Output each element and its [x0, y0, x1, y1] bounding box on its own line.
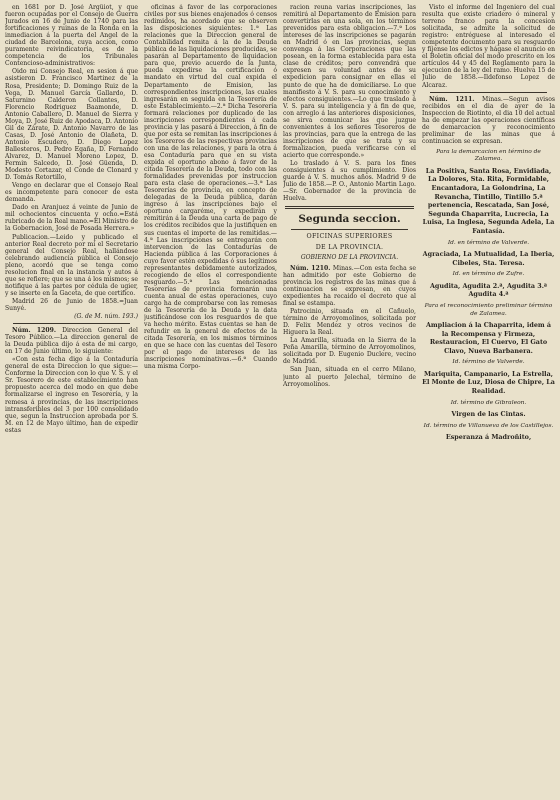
entry-number: Núm. 1210. [290, 264, 331, 272]
term-heading: Id. término de Valverde. [452, 359, 525, 366]
mine-list: Ampliacion á la Chaparrita, idem á la Recompensa y Firmeza, Restauracion, El Cuervo, El Gato Clavo, Nueva Barbanera. [425, 321, 552, 355]
paragraph: La Amarilla, situada en la Sierra de la Peña Amarilla, término de Arroyomolinos, solicitada por D. Eugenio Duclere, vecino de Madrid. [283, 337, 416, 366]
column-2 [144, 4, 277, 796]
paragraph: Patrocinio, situada en el Cañuelo, término de Arroyomolinos, solicitada por D. Felix Mendez y otros vecinos de Higuera la Real. [283, 308, 416, 337]
paragraph: Lo traslado á V. S. para los fines consiguientes á su cumplimiento. Dios guarde á V. S. muchos años. Madrid 9 de Julio de 1858.—P. O., Antonio Martin Lago.—Sr. Gobernador de la provincia de Huelva. [283, 160, 416, 203]
paragraph: Madrid 26 de Junio de 1858.=Juan Sunyé. [5, 297, 138, 312]
paragraph: oficinas á favor de las corporaciones civiles por sus bienes enajenados ó censos redimidos, ha acordado que se observen las disposiciones siguientes: 1.ª Las relaciones que la Direccion general de Contabilidad remita á la de la Deuda pública de las liquidaciones producidas, se pasarán al Departamento de liquidacion para que, previo acuerdo de la Junta, pueda expedirse la certificacion ó mandato en virtud del cual expida el Departamento de Emision, las correspondientes inscripciones, las cuales ingresarán en seguida en la Tesorería de este Establecimiento.—2.ª Dicha Tesorería formará relaciones por duplicado de las inscripciones correspondientes á cada provincia y las pasará á Direccion, á fin de que por esta se remitan las inscripciones á los Tesoreros de las respectivas provincias con una de las relaciones, y para la otra á esa Contaduría para que en su vista expida el oportuno abono á favor de la citada Tesorería de la Deuda, todo con las formalidades prevenidas por instruccion para esta clase de operaciones.—3.ª Las Tesorerías de provincia, en concepto de delegadas de la Deuda pública, darán ingreso á las inscripciones bajo el oportuno cargaréme, y expedirán y remitirán á la Deuda una carta de pago de los créditos recibidos que la justifiquen en sus cuentas el importe de las remitidas.—4.ª Las inscripciones se entregarán con intervencion de las Contadurías de Hacienda pública á las Corporaciones á cuyo favor estén expedidas ó sus legítimos representantes debidamente autorizados, recogiendo de ellos el correspondiente resguardo.—5.ª Las mencionadas Tesorerías de provincia formarán una cuenta anual de estas operaciones, cuyo cargo ha de comprobarse con las remesas de la Tesorería de la Deuda y la data justificándose con los resguardos de que va hecho mérito. Estas cuentas se han de refundir en la general de efectos de la citada Tesorería, en los mismos términos en que se hace con las cuentas del Tesoro por el pago de intereses de las inscripciones nominativas.—6.ª Cuando una misma Corpo- [144, 4, 277, 371]
column-3 [283, 4, 416, 796]
term-heading: Id. término de Gibraleon. [450, 399, 527, 406]
office-subheading: DE LA PROVINCIA. [315, 244, 384, 252]
mine-list: Virgen de las Cintas. [451, 410, 526, 419]
entry-number: Núm. 1209. [12, 327, 56, 335]
term-heading: Para la demarcacion en término de Zalamea. [436, 148, 541, 163]
office-heading: OFICINAS SUPERIORES [306, 233, 393, 241]
mine-list: Mariquita, Campanario, La Estrella, El Monte de Luz, Diosa de Chipre, La Realidad. [422, 369, 555, 396]
government-heading: GOBIERNO DE LA PROVINCIA. [300, 254, 399, 262]
term-heading: Id. en término de Zufre. [452, 271, 525, 278]
paragraph: Oido mi Consejo Real, en sesion á que asistieron D. Francisco Martinez de la Rosa, Presidente; D. Domingo Ruiz de la Vega, D. Manuel García Gallardo, D. Saturnino Calderon Collantes, D. Florencio Rodriguez Baamonde, D. Antonio Caballero, D. Manuel de Sierra y Moya, D. José Ruiz de Apodaca, D. Antonio Gil de Zárate, D. Antonio Navarro de las Casas, D. José Antonio de Olañeta, D. Antonio Escudero, D. Diego Lopez Ballesteros, D. Pedro Egaña, D. Fernando Alvarez, D. Manuel Moreno Lopez, D. Fermin Salcedo, D. José Güenda, D. Modesto Cortazar, el Conde de Clonard y D. Tomás Retortillo, [5, 68, 138, 182]
paragraph: Dado en Aranjuez á veinte de Junio de mil ochocientos cincuenta y ocho.=Está rubricado de la Real mano.=El Ministro de la Gobernacion, José de Posada Herrera.» [5, 204, 138, 233]
divider [13, 323, 130, 324]
divider [291, 229, 408, 230]
section-title: Segunda seccion. [298, 213, 401, 226]
entry-body: Minas.—Con esta fecha se han admitido por este Gobierno de provincia los registros de las minas que á continuacion se expresan, en cuyos expedientes ha recaido el decreto que al final se estampa. [283, 264, 416, 308]
paragraph: en 1681 por D. José Argüiot, y que fueron ocupadas por el Consejo de Guerra Jurados en 16 de Junio de 1740 para las fortificaciones y ruinas de la Ronda en la inmediacion á la puerta del Angel de la ciudad de Barcelona, cuya accion, como puramente reivindicatoria, es de la competencia de los Tribunales Contencioso-administrativos: [5, 4, 138, 68]
term-heading: Id. término de Villanueva de los Castillejos. [423, 422, 554, 429]
entry-1210 [283, 265, 416, 307]
entry-body: Minas.—Segun avisos recibidos en el dia de ayer de la Inspeccion de Riotinto, el dia 10 del actual ha de empezar las operaciones científicas de demarcacion y reconocimiento preliminar de las minas que á continuacion se expresan. [422, 95, 555, 145]
entry-1209 [5, 327, 138, 355]
column-4 [422, 4, 555, 796]
paragraph: racion reuna varias inscripciones, las remitirá al Departamento de Emision para convertirlas en una sola, en los términos prevenidos para esta obligacion.—7.ª Los intereses de las inscripciones se pagarán en Madrid ó en las provincias, segun convenga á las Corporaciones que las posean, en la forma establecida para esta clase de créditos; pero convendrá que expresen su voluntad antes de su expedicion para consignar en ellas el punto de que ha de domiciliarse. Lo que manifiesto á V. S. para su conocimiento y efectos consiguientes.—Lo que traslado á V. S. para su inteligencia y á fin de que, con arreglo á las anteriores disposiciones, se sirva comunicar las que juzgue convenientes á los señores Tesoreros de las provincias, para que la entrega de las inscripciones de que se trata y su formalizacion, pueda verificarse con el acierto que corresponde.» [283, 4, 416, 159]
divider [430, 92, 547, 93]
paragraph: Visto el informe del Ingeniero del cual resulta que existe criadero ó mineral y terreno franco para la concesion solicitada, se admite la solicitud de registro: entréguese al interesado el competente documento para su resguardo y fíjense los edictos y hágase el anuncio en el Boletin oficial del modo prescrito en los artículos 44 y 45 del Reglamento para la ejecucion de la ley del ramo. Huelva 15 de Julio de 1858.—Ildefonso Lopez de Alcaraz. [422, 4, 555, 89]
entry-body: Direccion General del Tesoro Público.—La direccion general de la Deuda pública dijo á esta de mi cargo, en 17 de Junio último, lo siguiente: [5, 327, 138, 356]
paragraph: «Con esta fecha digo á la Contaduría general de esta Direccion lo que sigue:—Conforme la Direccion con lo que V. S. y el Sr. Tesorero de este establecimiento han propuesto acerca del modo en que debe formalizarse el ingreso en Tesorería, y la remesa á provincias, de las inscripciones intransferibles del 3 por 100 consolidado que, segun la Instruccion aprobada por S. M. en 12 de Mayo último, han de expedir estas [5, 356, 138, 434]
entry-1211 [422, 96, 555, 145]
mine-list: Esperanza á Madroñito, [445, 433, 532, 442]
mine-list: La Positiva, Santa Rosa, Envidiada, La Dolores, Sta. Rita, Formidable, Encantadora, La Golondrina, La Revancha, Tintillo, Tintillo 5.ª pertenencia, Rescatada, San José, Segunda Chaparrita, Lucrecia, La Luisa, La Inglesa, Segunda Adela, La Fantasía. [422, 166, 555, 236]
section-divider [285, 206, 414, 209]
paragraph: Publicacion.—Leido y publicado el anterior Real decreto por mí el Secretario general del Consejo Real, hallándose celebrando audiencia pública el Consejo pleno, acordó que se tenga como resolucion final en la instancia y autos á que se refiere; que se una á los mismos; se notifique á las partes por cédula de ugier, y se inserte en la Gaceta, de que certifico. [5, 233, 138, 297]
mine-list: Agudita, Agudita 2.ª, Agudita 3.ª Agudita 4.ª [429, 281, 548, 299]
term-heading: Id. en término de Valverde. [447, 239, 530, 246]
column-1 [5, 4, 138, 796]
entry-number: Núm. 1211. [429, 95, 475, 103]
source-citation: (G. de M. núm. 193.) [74, 313, 138, 321]
mine-list: Agraciada, La Mutualidad, La Iberia, Cibeles, Sta. Teresa. [422, 250, 555, 267]
term-heading: Para el reconocimiento preliminar término de Zalamea. [424, 303, 553, 317]
paragraph: San Juan, situada en el cerro Milano, junto al puerto Jelechal, término de Arroyomolinos. [283, 366, 416, 388]
paragraph: Vengo en declarar que el Consejo Real es incompetente para conocer de esta demanda. [5, 182, 138, 204]
